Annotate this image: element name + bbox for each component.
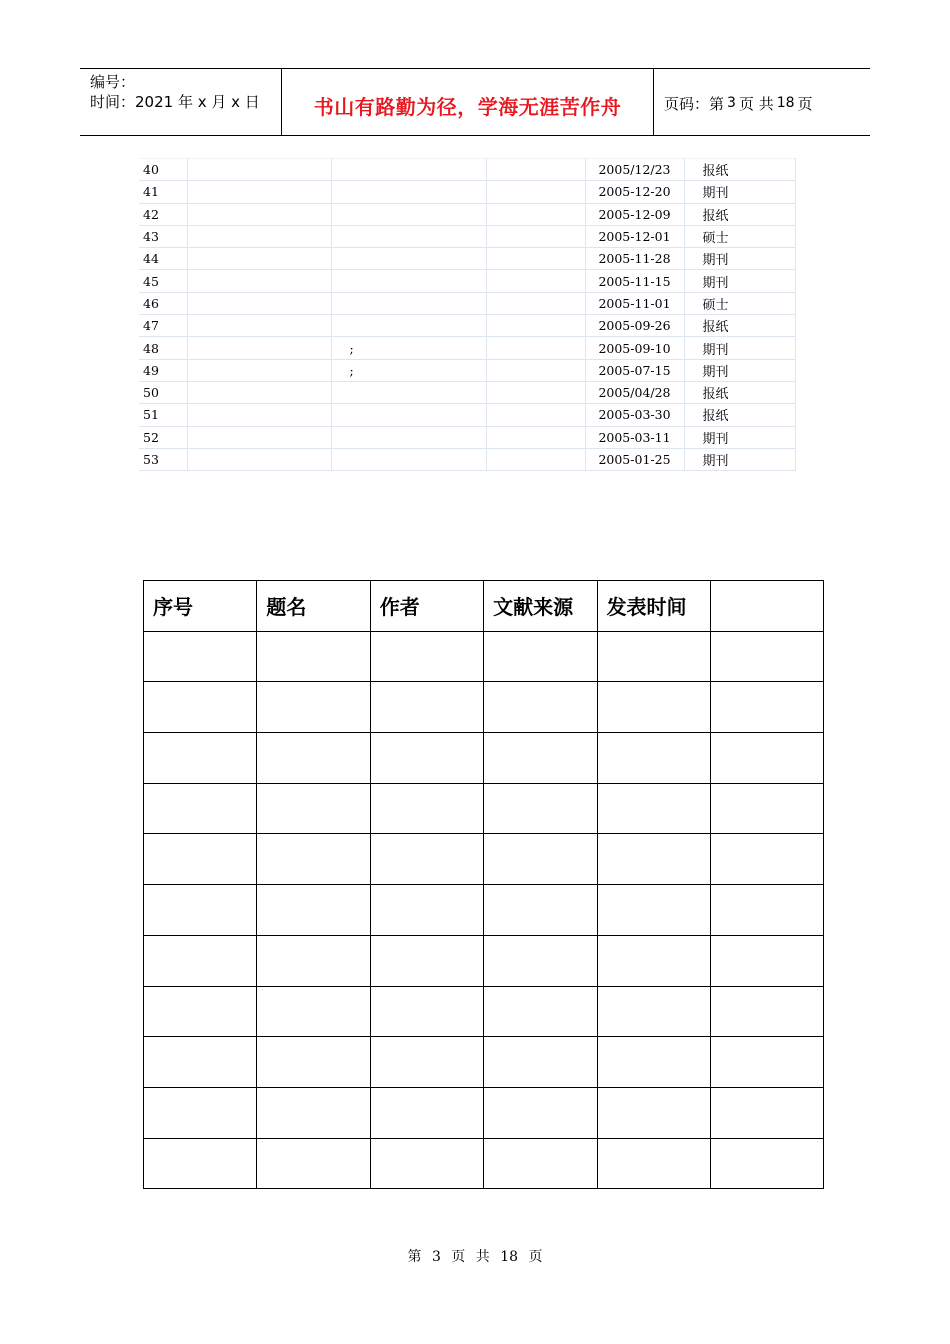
date-cell: 2005-11-28 xyxy=(585,248,684,270)
form-blank-cell xyxy=(597,935,710,986)
form-blank-cell xyxy=(257,885,370,936)
form-header-cell: 题名 xyxy=(257,581,370,632)
table-row xyxy=(139,359,795,381)
form-blank-cell xyxy=(710,1037,823,1088)
author-cell xyxy=(331,181,486,203)
date-cell: 2005-12-20 xyxy=(585,181,684,203)
form-blank-row xyxy=(144,1087,824,1138)
author-cell xyxy=(331,225,486,247)
form-blank-cell xyxy=(144,885,257,936)
form-blank-cell xyxy=(710,682,823,733)
type-cell: 期刊 xyxy=(684,448,795,470)
author-cell xyxy=(331,159,486,181)
form-blank-cell xyxy=(484,935,597,986)
form-blank-cell xyxy=(597,986,710,1037)
title-cell xyxy=(187,292,331,314)
type-cell: 期刊 xyxy=(684,248,795,270)
form-blank-cell xyxy=(710,1087,823,1138)
form-blank-row xyxy=(144,783,824,834)
date-cell: 2005-12-09 xyxy=(585,203,684,225)
author-cell xyxy=(331,203,486,225)
form-blank-cell xyxy=(144,733,257,784)
row-number-cell: 52 xyxy=(139,426,187,448)
source-cell xyxy=(486,225,585,247)
form-blank-cell xyxy=(484,1037,597,1088)
form-blank-cell xyxy=(144,783,257,834)
records-table-body xyxy=(139,159,795,471)
form-blank-cell xyxy=(597,783,710,834)
author-cell xyxy=(331,315,486,337)
form-blank-cell xyxy=(484,783,597,834)
form-blank-cell xyxy=(710,834,823,885)
form-blank-cell xyxy=(257,986,370,1037)
form-blank-cell xyxy=(257,834,370,885)
form-header-cell xyxy=(710,581,823,632)
source-cell xyxy=(486,404,585,426)
page-label-mid: 页 共 xyxy=(738,94,774,113)
records-table xyxy=(139,158,796,471)
form-blank-row xyxy=(144,986,824,1037)
table-row xyxy=(139,448,795,470)
source-cell xyxy=(486,448,585,470)
form-blank-cell xyxy=(144,631,257,682)
form-blank-cell xyxy=(597,733,710,784)
date-cell: 2005-03-30 xyxy=(585,404,684,426)
title-cell xyxy=(187,359,331,381)
table-row xyxy=(139,159,795,181)
form-header-cell: 发表时间 xyxy=(597,581,710,632)
form-blank-cell xyxy=(144,1087,257,1138)
row-number-cell: 50 xyxy=(139,381,187,403)
motto-text: 书山有路勤为径，学海无涯苦作舟 xyxy=(313,94,622,119)
form-blank-cell xyxy=(597,885,710,936)
date-cell: 2005/04/28 xyxy=(585,381,684,403)
form-blank-cell xyxy=(257,733,370,784)
date-cell: 2005-07-15 xyxy=(585,359,684,381)
form-blank-cell xyxy=(257,935,370,986)
row-number-cell: 41 xyxy=(139,181,187,203)
form-blank-cell xyxy=(257,1138,370,1189)
blank-form-body xyxy=(144,581,824,1189)
form-blank-cell xyxy=(370,783,483,834)
source-cell xyxy=(486,292,585,314)
table-row xyxy=(139,203,795,225)
form-blank-cell xyxy=(710,1138,823,1189)
author-cell xyxy=(331,426,486,448)
row-number-cell: 48 xyxy=(139,337,187,359)
row-number-cell: 43 xyxy=(139,225,187,247)
table-row xyxy=(139,337,795,359)
row-number-cell: 53 xyxy=(139,448,187,470)
form-blank-cell xyxy=(484,733,597,784)
form-blank-row xyxy=(144,885,824,936)
page-label-suffix: 页 xyxy=(797,94,813,113)
table-row xyxy=(139,404,795,426)
table-row xyxy=(139,248,795,270)
date-cell: 2005-11-15 xyxy=(585,270,684,292)
header-page-info xyxy=(654,69,870,135)
author-cell xyxy=(331,248,486,270)
form-blank-cell xyxy=(484,885,597,936)
table-row xyxy=(139,381,795,403)
form-blank-cell xyxy=(484,1138,597,1189)
title-cell xyxy=(187,159,331,181)
form-blank-cell xyxy=(597,631,710,682)
source-cell xyxy=(486,270,585,292)
date-cell: 2005-09-26 xyxy=(585,315,684,337)
page-header xyxy=(80,68,870,136)
form-blank-cell xyxy=(710,783,823,834)
form-blank-cell xyxy=(370,935,483,986)
form-blank-cell xyxy=(597,1037,710,1088)
type-cell: 报纸 xyxy=(684,404,795,426)
form-blank-cell xyxy=(484,834,597,885)
blank-form-table xyxy=(143,580,824,1189)
row-number-cell: 51 xyxy=(139,404,187,426)
row-number-cell: 46 xyxy=(139,292,187,314)
form-blank-cell xyxy=(257,1037,370,1088)
date-cell: 2005-12-01 xyxy=(585,225,684,247)
row-number-cell: 44 xyxy=(139,248,187,270)
title-cell xyxy=(187,203,331,225)
form-blank-cell xyxy=(484,1087,597,1138)
form-blank-cell xyxy=(484,631,597,682)
title-cell xyxy=(187,248,331,270)
form-blank-cell xyxy=(710,733,823,784)
title-cell xyxy=(187,381,331,403)
type-cell: 报纸 xyxy=(684,159,795,181)
row-number-cell: 49 xyxy=(139,359,187,381)
form-blank-cell xyxy=(144,834,257,885)
title-cell xyxy=(187,337,331,359)
form-blank-row xyxy=(144,1037,824,1088)
form-blank-row xyxy=(144,935,824,986)
source-cell xyxy=(486,426,585,448)
form-blank-cell xyxy=(144,1138,257,1189)
form-blank-cell xyxy=(710,935,823,986)
form-blank-cell xyxy=(144,1037,257,1088)
row-number-cell: 47 xyxy=(139,315,187,337)
date-cell: 2005-09-10 xyxy=(585,337,684,359)
page-total: 18 xyxy=(776,95,795,111)
form-blank-cell xyxy=(257,631,370,682)
form-blank-cell xyxy=(370,631,483,682)
form-blank-cell xyxy=(370,682,483,733)
form-blank-cell xyxy=(710,631,823,682)
form-blank-cell xyxy=(257,783,370,834)
form-blank-cell xyxy=(370,733,483,784)
source-cell xyxy=(486,359,585,381)
form-blank-cell xyxy=(144,986,257,1037)
form-blank-row xyxy=(144,682,824,733)
author-cell xyxy=(331,381,486,403)
form-blank-cell xyxy=(710,986,823,1037)
title-cell xyxy=(187,225,331,247)
page-footer: 第 3 页 共 18 页 xyxy=(407,1249,543,1265)
form-blank-cell xyxy=(370,986,483,1037)
source-cell xyxy=(486,381,585,403)
row-number-cell: 42 xyxy=(139,203,187,225)
row-number-cell: 45 xyxy=(139,270,187,292)
form-blank-cell xyxy=(257,682,370,733)
type-cell: 硕士 xyxy=(684,225,795,247)
form-blank-cell xyxy=(597,834,710,885)
source-cell xyxy=(486,181,585,203)
title-cell xyxy=(187,270,331,292)
title-cell xyxy=(187,404,331,426)
form-header-cell: 作者 xyxy=(370,581,483,632)
source-cell xyxy=(486,248,585,270)
form-blank-cell xyxy=(144,935,257,986)
type-cell: 期刊 xyxy=(684,270,795,292)
type-cell: 报纸 xyxy=(684,203,795,225)
form-blank-row xyxy=(144,834,824,885)
type-cell: 期刊 xyxy=(684,426,795,448)
author-cell: ; xyxy=(331,359,486,381)
title-cell xyxy=(187,315,331,337)
title-cell xyxy=(187,181,331,203)
form-blank-cell xyxy=(370,1138,483,1189)
source-cell xyxy=(486,159,585,181)
type-cell: 期刊 xyxy=(684,337,795,359)
form-blank-row xyxy=(144,1138,824,1189)
page-current: 3 xyxy=(727,95,736,111)
table-row xyxy=(139,181,795,203)
date-cell: 2005-11-01 xyxy=(585,292,684,314)
type-cell: 期刊 xyxy=(684,359,795,381)
document-number-label: 编号： xyxy=(90,73,136,91)
type-cell: 报纸 xyxy=(684,315,795,337)
title-cell xyxy=(187,426,331,448)
form-blank-cell xyxy=(597,1138,710,1189)
form-blank-cell xyxy=(144,682,257,733)
form-blank-row xyxy=(144,733,824,784)
form-blank-cell xyxy=(597,1087,710,1138)
form-blank-row xyxy=(144,631,824,682)
title-cell xyxy=(187,448,331,470)
date-cell: 2005/12/23 xyxy=(585,159,684,181)
form-blank-cell xyxy=(370,1037,483,1088)
header-meta xyxy=(80,69,282,135)
source-cell xyxy=(486,315,585,337)
author-cell: ; xyxy=(331,337,486,359)
source-cell xyxy=(486,203,585,225)
table-row xyxy=(139,225,795,247)
table-row xyxy=(139,426,795,448)
table-row xyxy=(139,270,795,292)
document-time-label: 时间：2021 年 x 月 x 日 xyxy=(90,93,260,111)
author-cell xyxy=(331,404,486,426)
form-blank-cell xyxy=(484,986,597,1037)
form-header-cell: 文献来源 xyxy=(484,581,597,632)
form-header-cell: 序号 xyxy=(144,581,257,632)
source-cell xyxy=(486,337,585,359)
type-cell: 硕士 xyxy=(684,292,795,314)
page-label-prefix: 页码：第 xyxy=(664,94,725,113)
form-header-row xyxy=(144,581,824,632)
table-row xyxy=(139,292,795,314)
table-row xyxy=(139,315,795,337)
form-blank-cell xyxy=(710,885,823,936)
form-blank-cell xyxy=(484,682,597,733)
header-motto-cell xyxy=(282,69,654,135)
form-blank-cell xyxy=(370,834,483,885)
author-cell xyxy=(331,448,486,470)
row-number-cell: 40 xyxy=(139,159,187,181)
date-cell: 2005-03-11 xyxy=(585,426,684,448)
form-blank-cell xyxy=(257,1087,370,1138)
form-blank-cell xyxy=(370,1087,483,1138)
author-cell xyxy=(331,292,486,314)
type-cell: 期刊 xyxy=(684,181,795,203)
type-cell: 报纸 xyxy=(684,381,795,403)
form-blank-cell xyxy=(370,885,483,936)
author-cell xyxy=(331,270,486,292)
form-blank-cell xyxy=(597,682,710,733)
date-cell: 2005-01-25 xyxy=(585,448,684,470)
